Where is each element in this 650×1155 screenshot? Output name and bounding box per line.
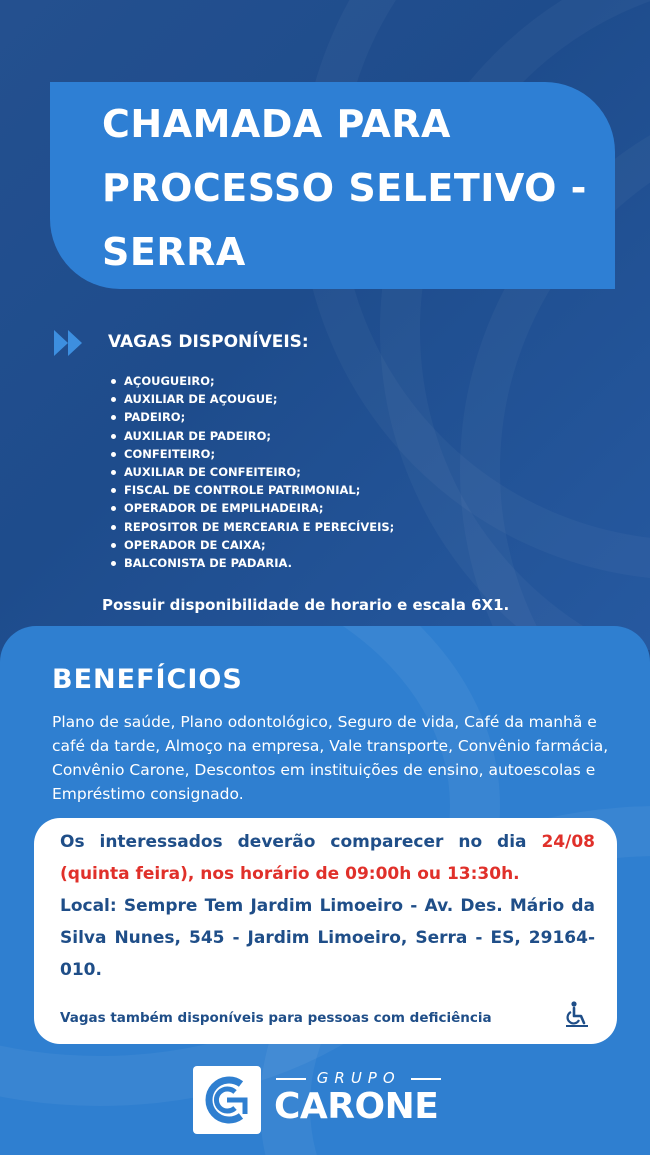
- vagas-heading: VAGAS DISPONÍVEIS:: [108, 332, 309, 352]
- double-arrow-icon: [54, 330, 90, 356]
- list-item: AÇOUGUEIRO;: [108, 372, 394, 390]
- wheelchair-icon: [565, 1001, 589, 1027]
- list-item: AUXILIAR DE CONFEITEIRO;: [108, 463, 394, 481]
- escala-text: Possuir disponibilidade de horario e escala 6X1.: [102, 596, 510, 614]
- list-item: FISCAL DE CONTROLE PATRIMONIAL;: [108, 481, 394, 499]
- list-item: AUXILIAR DE AÇOUGUE;: [108, 390, 394, 408]
- info-date: 24/08 (quinta feira), nos horário de 09:00h ou 13:30h.: [60, 832, 595, 884]
- carone-logo-icon: [193, 1066, 261, 1134]
- info-intro: Os interessados deverão comparecer no dia: [60, 832, 542, 852]
- list-item: CONFEITEIRO;: [108, 445, 394, 463]
- page-title: CHAMADA PARA PROCESSO SELETIVO - SERRA: [102, 102, 587, 274]
- vagas-list: [108, 372, 394, 572]
- logo-carone-text: CARONE: [274, 1086, 439, 1127]
- pcd-text: Vagas também disponíveis para pessoas com deficiência: [60, 1010, 492, 1026]
- info-text: [60, 826, 595, 986]
- info-local: Local: Sempre Tem Jardim Limoeiro - Av. Des. Mário da Silva Nunes, 545 - Jardim Limoeiro, Serra - ES, 29164-010.: [60, 896, 595, 980]
- beneficios-heading: BENEFÍCIOS: [52, 664, 243, 695]
- list-item: AUXILIAR DE PADEIRO;: [108, 427, 394, 445]
- list-item: OPERADOR DE CAIXA;: [108, 536, 394, 554]
- logo-grupo-text: GRUPO: [276, 1069, 441, 1087]
- list-item: BALCONISTA DE PADARIA.: [108, 554, 394, 572]
- beneficios-text: Plano de saúde, Plano odontológico, Seguro de vida, Café da manhã e café da tarde, Almoço na empresa, Vale transporte, Convênio farmácia, Convênio Carone, Descontos em instituições de ensino, autoescolas e Empréstimo consignado.: [52, 713, 609, 803]
- list-item: REPOSITOR DE MERCEARIA E PERECÍVEIS;: [108, 518, 394, 536]
- list-item: PADEIRO;: [108, 408, 394, 426]
- list-item: OPERADOR DE EMPILHADEIRA;: [108, 499, 394, 517]
